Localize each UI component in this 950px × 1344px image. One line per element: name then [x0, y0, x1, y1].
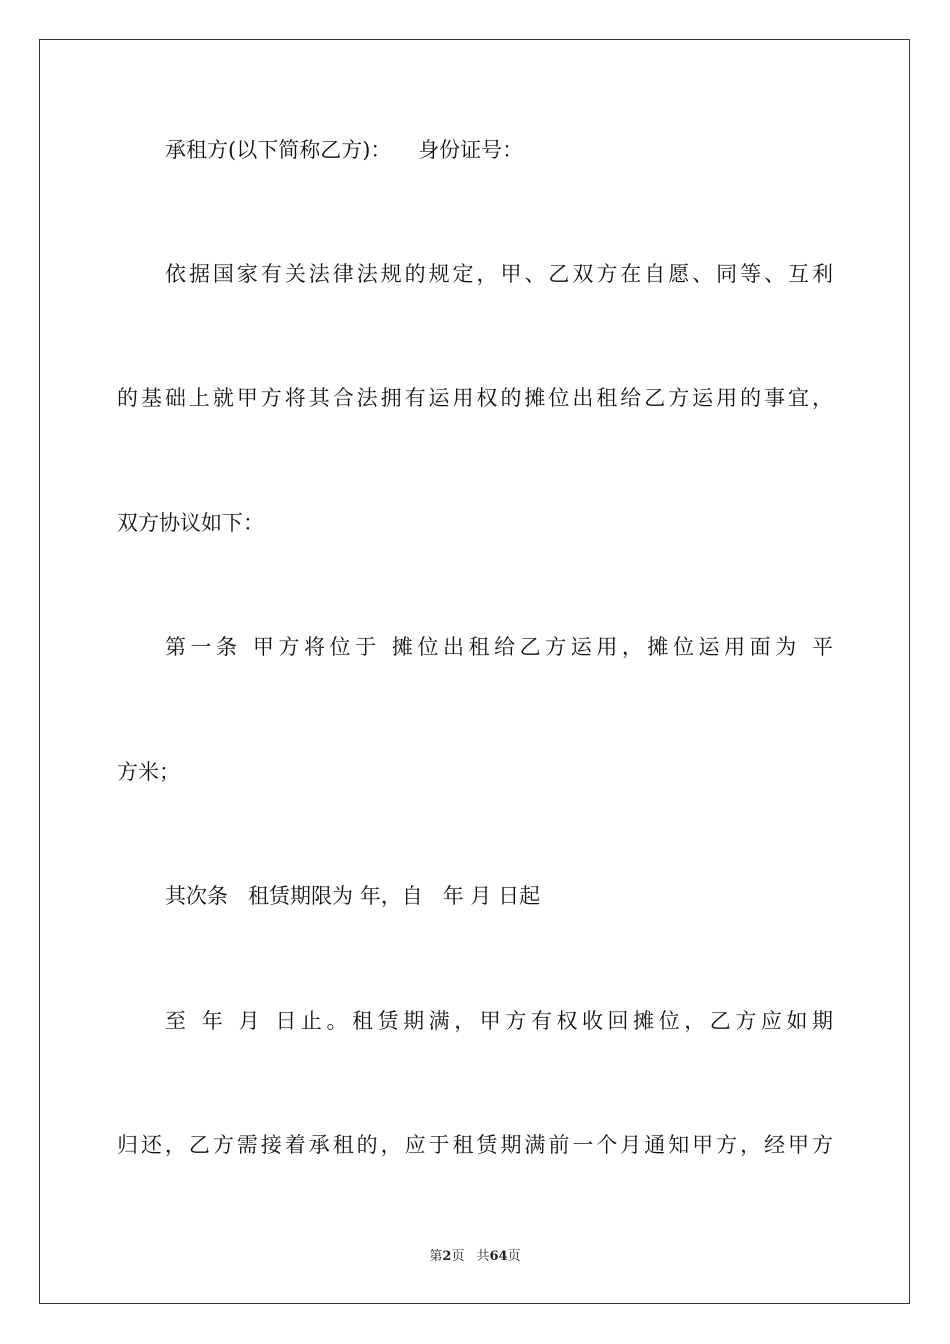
paragraph-intro-line-1: 依据国家有关法律法规的规定，甲、乙双方在自愿、同等、互利: [165, 262, 833, 286]
lessee-line: 承租方(以下简称乙方)： 身份证号：: [165, 138, 524, 162]
page-prefix: 第: [429, 1249, 443, 1264]
page-border: [39, 39, 910, 1304]
article-1-line-2: 方米；: [117, 760, 180, 784]
page-number: 2: [442, 1249, 452, 1264]
article-2-line-2: 至 年 月 日止。租赁期满，甲方有权收回摊位，乙方应如期: [165, 1009, 833, 1033]
paragraph-intro-line-2: 的基础上就甲方将其合法拥有运用权的摊位出租给乙方运用的事宜，: [117, 386, 833, 410]
total-suffix: 页: [507, 1249, 521, 1264]
page-suffix: 页: [451, 1249, 465, 1264]
total-pages: 64: [489, 1249, 508, 1264]
article-2-line-1: 其次条 租赁期限为 年，自 年 月 日起: [165, 884, 541, 908]
article-1-line-1: 第一条 甲方将位于 摊位出租给乙方运用，摊位运用面为 平: [165, 635, 833, 659]
article-2-line-3: 归还，乙方需接着承租的，应于租赁期满前一个月通知甲方，经甲方: [117, 1133, 833, 1157]
total-prefix: 共: [476, 1249, 490, 1264]
paragraph-intro-line-3: 双方协议如下：: [117, 511, 264, 535]
page-footer: [0, 1248, 950, 1266]
